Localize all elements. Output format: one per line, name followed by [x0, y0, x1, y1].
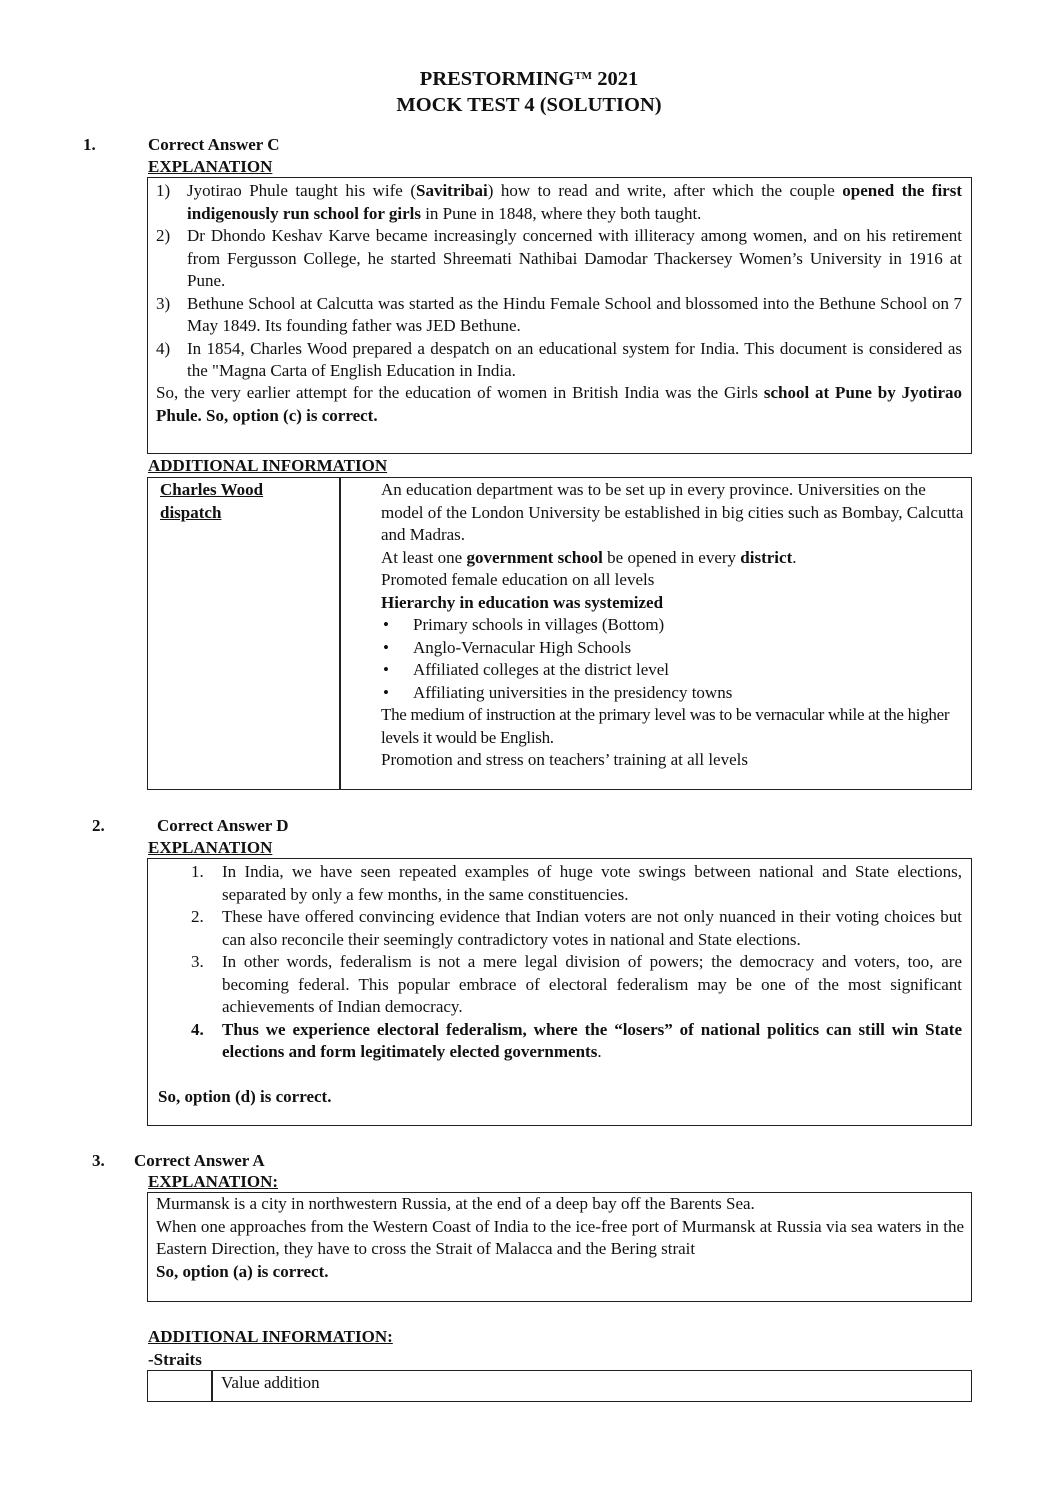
list-item	[156, 293, 962, 338]
item-text: In other words, federalism is not a mere legal division of powers; the democracy and voters, too, are becoming federal. This popular embrace of electoral federalism may be one of the most significant achievements of Indian democracy.	[222, 952, 962, 1016]
info-line: Hierarchy in education was systemized	[381, 592, 664, 612]
bullet-item: • Primary schools in villages (Bottom)	[381, 614, 966, 637]
document-title	[0, 67, 1058, 91]
question-number: 3.	[92, 1151, 105, 1170]
table-content	[381, 479, 966, 772]
bold-text: Savitribai	[415, 181, 488, 200]
item-number: 2.	[191, 907, 204, 926]
straits-label: -Straits	[148, 1350, 202, 1369]
item-number: 1.	[191, 862, 204, 881]
correct-answer: Correct Answer A	[134, 1151, 265, 1170]
info-table	[147, 477, 972, 790]
text: .	[792, 547, 797, 567]
bullet-item: • Affiliated colleges at the district level	[381, 659, 966, 682]
info-line: An education department was to be set up in every province. Universities on the model of the London University be established in big cities such as Bombay, Calcutta and Madras.	[381, 480, 964, 544]
bold-text: opened the first indigenously run school for girls	[187, 181, 963, 223]
question-number: 2.	[92, 816, 105, 835]
bold-text: government school	[466, 547, 603, 567]
document-subtitle: MOCK TEST 4 (SOLUTION)	[396, 94, 662, 116]
info-line	[381, 547, 966, 570]
text-line: When one approaches from the Western Coast of India to the ice-free port of Murmansk at Russia via sea waters in the Eastern Direction, they have to cross the Strait of Malacca and the Bering strait	[156, 1216, 964, 1258]
correct-answer: Correct Answer C	[148, 135, 280, 154]
list-item	[191, 1019, 962, 1064]
title-text: PRESTORMING	[419, 68, 575, 90]
item-number: 3)	[156, 293, 171, 313]
question-number: 1.	[83, 135, 96, 154]
explanation-box	[147, 858, 972, 1126]
explanation-box	[147, 177, 972, 454]
bold-text: district	[740, 547, 793, 567]
conclusion: So, option (a) is correct.	[156, 1261, 329, 1281]
info-line: The medium of instruction at the primary level was to be vernacular while at the higher levels it would be English.	[381, 705, 950, 747]
item-text: These have offered convincing evidence that Indian voters are not only nuanced in their voting choices but can also reconcile their seemingly contradictory votes in national and State elections.	[222, 907, 962, 949]
text: Jyotirao Phule taught his wife (	[187, 181, 416, 200]
bold-text: Thus we experience electoral federalism, where the “losers” of national politics can still win State elections and form legitimately elected governments	[222, 1019, 962, 1061]
info-line: Promotion and stress on teachers’ training at all levels	[381, 750, 748, 769]
bullet-item: • Anglo-Vernacular High Schools	[381, 637, 966, 660]
conclusion	[156, 382, 962, 427]
conclusion: So, option (d) is correct.	[158, 1087, 332, 1106]
straits-table	[147, 1370, 972, 1402]
text-line: Murmansk is a city in northwestern Russia, at the end of a deep bay off the Barents Sea.	[156, 1194, 755, 1213]
additional-info-heading: ADDITIONAL INFORMATION:	[148, 1327, 393, 1346]
item-text: In India, we have seen repeated examples of huge vote swings between national and State elections, separated by only a few months, in the same constituencies.	[222, 862, 962, 904]
explanation-heading: EXPLANATION	[148, 157, 273, 176]
item-text: Bethune School at Calcutta was started as the Hindu Female School and blossomed into the Bethune School on 7 May 1849. Its founding father was JED Bethune.	[187, 293, 962, 335]
list-item	[191, 951, 962, 1019]
additional-info-heading: ADDITIONAL INFORMATION	[148, 456, 388, 475]
text: So, the very earlier attempt for the education of women in British India was the Girls	[156, 383, 764, 402]
text: .	[597, 1042, 602, 1061]
item-number: 1)	[156, 181, 171, 200]
table-divider	[339, 478, 341, 789]
table-cell: Value addition	[221, 1373, 320, 1392]
list-item	[191, 861, 962, 906]
explanation-heading: EXPLANATION	[148, 838, 273, 857]
list-item	[156, 225, 962, 293]
item-text: In 1854, Charles Wood prepared a despatch on an educational system for India. This document is considered as the "Magna Carta of English Education in India.	[187, 338, 962, 380]
explanation-list	[191, 861, 962, 1064]
explanation-box	[147, 1192, 972, 1302]
item-text: Dr Dhondo Keshav Karve became increasingly concerned with illiteracy among women, and on his retirement from Fergusson College, he started Shreemati Nathibai Damodar Thackersey Women’s University in 1916 at Pune.	[187, 226, 962, 290]
text: At least one	[381, 547, 467, 567]
explanation-list	[156, 180, 962, 383]
explanation-text	[156, 1193, 964, 1283]
item-number: 3.	[191, 952, 204, 971]
trademark-mark: TM	[574, 70, 593, 82]
list-item	[156, 180, 962, 225]
bullet-item: • Affiliating universities in the presidency towns	[381, 682, 966, 705]
bold-text: school at Pune by Jyotirao Phule. So, option (c) is correct.	[156, 383, 963, 425]
table-divider	[211, 1371, 213, 1401]
text: be opened in every	[602, 547, 741, 567]
title-year: 2021	[592, 68, 639, 90]
info-line: Promoted female education on all levels	[381, 570, 655, 589]
correct-answer: Correct Answer D	[157, 816, 289, 835]
list-item	[191, 906, 962, 951]
table-row-title: Charles Wood dispatch	[160, 480, 264, 522]
explanation-heading: EXPLANATION:	[148, 1172, 279, 1191]
text: in Pune in 1848, where they both taught.	[420, 203, 702, 223]
list-item	[156, 338, 962, 383]
item-number: 2)	[156, 226, 171, 245]
item-number: 4)	[156, 338, 171, 358]
text: ) how to read and write, after which the couple	[487, 181, 843, 200]
item-number: 4.	[191, 1019, 204, 1039]
